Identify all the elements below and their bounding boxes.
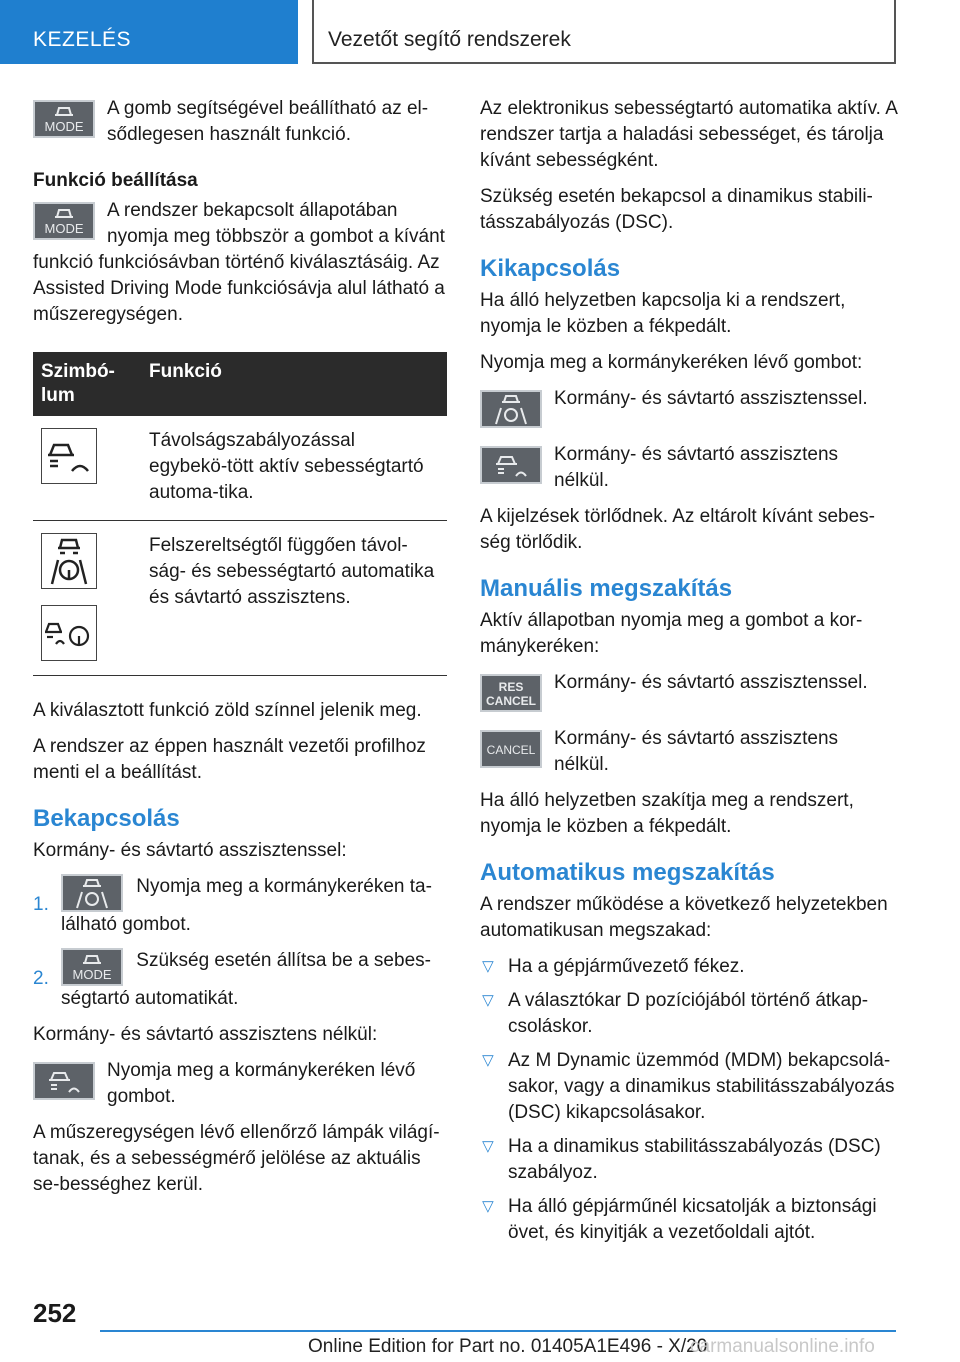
right-column: [480, 96, 898, 1254]
chapter-title: Vezetőt segítő rendszerek: [328, 28, 571, 51]
section-title: KEZELÉS: [33, 28, 132, 51]
table-header-symbol: Szimbó-lum: [33, 352, 141, 416]
res-cancel-button-icon: [480, 674, 542, 712]
setup-block: [33, 198, 451, 328]
list-item: [33, 874, 451, 938]
cancel-label: CANCEL: [486, 743, 536, 757]
res-text: Kormány- és sávtartó asszisztenssel.: [554, 672, 868, 693]
mode-label: MODE: [72, 967, 112, 982]
mode-intro: [33, 96, 451, 148]
step2-text: Szükség esetén állítsa be a sebes-ségtartó automatikát.: [61, 950, 431, 1009]
list-item: ▷ Az M Dynamic üzemmód (MDM) bekapcsolá-sakor, vagy a dinamikus stabilitásszabályozás (DSC) kikapcsolásakor.: [480, 1048, 898, 1126]
symbol-table: [33, 352, 447, 676]
mode-button-icon: [61, 948, 123, 986]
off-heading: Kikapcsolás: [480, 255, 621, 282]
active2-text: Szükség esetén bekapcsol a dinamikus stabili-tásszabályozás (DSC).: [480, 186, 873, 233]
res-block: [480, 670, 898, 716]
list-item: ▷ Ha a dinamikus stabilitásszabályozás (DSC) szabályoz.: [480, 1134, 898, 1186]
acc-button-icon: [480, 446, 542, 484]
green-text: A kiválasztott funkció zöld színnel jelenik meg.: [33, 700, 422, 721]
off-press-text: Nyomja meg a kormánykeréken lévő gombot:: [480, 352, 863, 373]
off-with-text: Kormány- és sávtartó asszisztenssel.: [554, 388, 868, 409]
mode-button-icon: [33, 100, 95, 138]
cancel-text: Kormány- és sávtartó asszisztens nélkül.: [554, 728, 839, 775]
row2-text: Felszereltségtől függően távol-ság- és sebességtartó automatika és sávtartó asszisztens.: [141, 521, 447, 676]
res-label: RES: [498, 680, 524, 694]
watermark: carmanualsonline.info: [690, 1336, 875, 1357]
table-header-function: Funkció: [141, 352, 447, 416]
list-item: ▷ Ha a gépjárművezető fékez.: [480, 954, 898, 980]
mode-label: MODE: [44, 221, 84, 236]
manual-heading: Manuális megszakítás: [480, 575, 733, 602]
step1-text: Nyomja meg a kormánykeréken ta-lálható gombot.: [61, 876, 432, 935]
list-item: ▷ A választókar D pozíciójából történő átkap-csoláskor.: [480, 988, 898, 1040]
cancel-block: [480, 726, 898, 778]
on-with-text: Kormány- és sávtartó asszisztenssel:: [33, 840, 347, 861]
row1-text: Távolságszabályozással egybekö-tött aktív sebességtartó automa-tika.: [141, 416, 447, 521]
deleted-text: A kijelzések törlődnek. Az eltárolt kívánt sebes-ség törlődik.: [480, 506, 875, 553]
acc-steering-symbol-icon: [41, 605, 97, 661]
intro-text: A gomb segítségével beállítható az el-sődlegesen használt funkció.: [107, 98, 429, 145]
auto-heading: Automatikus megszakítás: [480, 859, 775, 886]
list-item: ▷ Ha álló gépjárműnél kicsatolják a biztonsági övet, és kinyitják a vezetőoldali ajtót.: [480, 1194, 898, 1246]
cancel-button-icon: [480, 730, 542, 768]
list-item: [33, 948, 451, 1012]
manual-text: Aktív állapotban nyomja meg a gombot a kor-mánykeréken:: [480, 610, 863, 657]
on-without-text: Kormány- és sávtartó asszisztens nélkül:: [33, 1024, 378, 1045]
active1-text: Az elektronikus sebességtartó automatika aktív. A rendszer tartja a haladási sebességet, és tárolja kívánt sebességként.: [480, 98, 897, 171]
off-without-text: Kormány- és sávtartó asszisztens nélkül.: [554, 444, 839, 491]
table-row: [33, 416, 447, 521]
mode-label: MODE: [44, 119, 84, 134]
footer-divider: [100, 1330, 896, 1332]
left-column: [33, 96, 451, 1208]
acc-symbol-icon: [41, 428, 97, 484]
on-steps: [33, 874, 451, 1012]
mode-button-icon: [33, 202, 95, 240]
acc-button-icon: [33, 1062, 95, 1100]
setup-heading: Funkció beállítása: [33, 170, 198, 191]
page-number: 252: [33, 1298, 77, 1328]
profile-text: A rendszer az éppen használt vezetői profilhoz menti el a beállítást.: [33, 736, 426, 783]
footer-edition: Online Edition for Part no. 01405A1E496 - X/20: [308, 1336, 708, 1357]
stand-text: Ha álló helyzetben szakítja meg a rendszert, nyomja le közben a fékpedált.: [480, 790, 854, 837]
off-without-block: [480, 442, 898, 494]
steering-assist-symbol-icon: [41, 533, 97, 589]
table-row: [33, 521, 447, 676]
press-wheel-text: Nyomja meg a kormánykeréken lévő gombot.: [107, 1060, 416, 1107]
on-heading: Bekapcsolás: [33, 805, 180, 832]
press-wheel-block: [33, 1058, 451, 1110]
steering-assist-button-icon: [480, 390, 542, 428]
off-with-block: [480, 386, 898, 432]
chapter-header: [312, 0, 896, 64]
step-number: 1.: [33, 894, 49, 915]
auto-text: A rendszer működése a következő helyzetekben automatikusan megszakad:: [480, 894, 888, 941]
steering-assist-button-icon: [61, 874, 123, 912]
step-number: 2.: [33, 968, 49, 989]
lamps-text: A műszeregységen lévő ellenőrző lámpák világí-tanak, és a sebességmérő jelölése az aktuális se-bességhez kerül.: [33, 1122, 440, 1195]
off-text: Ha álló helyzetben kapcsolja ki a rendszert, nyomja le közben a fékpedált.: [480, 290, 846, 337]
setup-text: A rendszer bekapcsolt állapotában nyomja meg többször a gombot a kívánt funkció funkciósávban történő kiválasztásáig. Az Assisted Driving Mode funkciósávja alul látható a műszeregységen.: [33, 200, 445, 325]
res-cancel-label: CANCEL: [486, 694, 536, 708]
auto-bullets: [480, 954, 898, 1246]
section-tab: [0, 0, 298, 64]
